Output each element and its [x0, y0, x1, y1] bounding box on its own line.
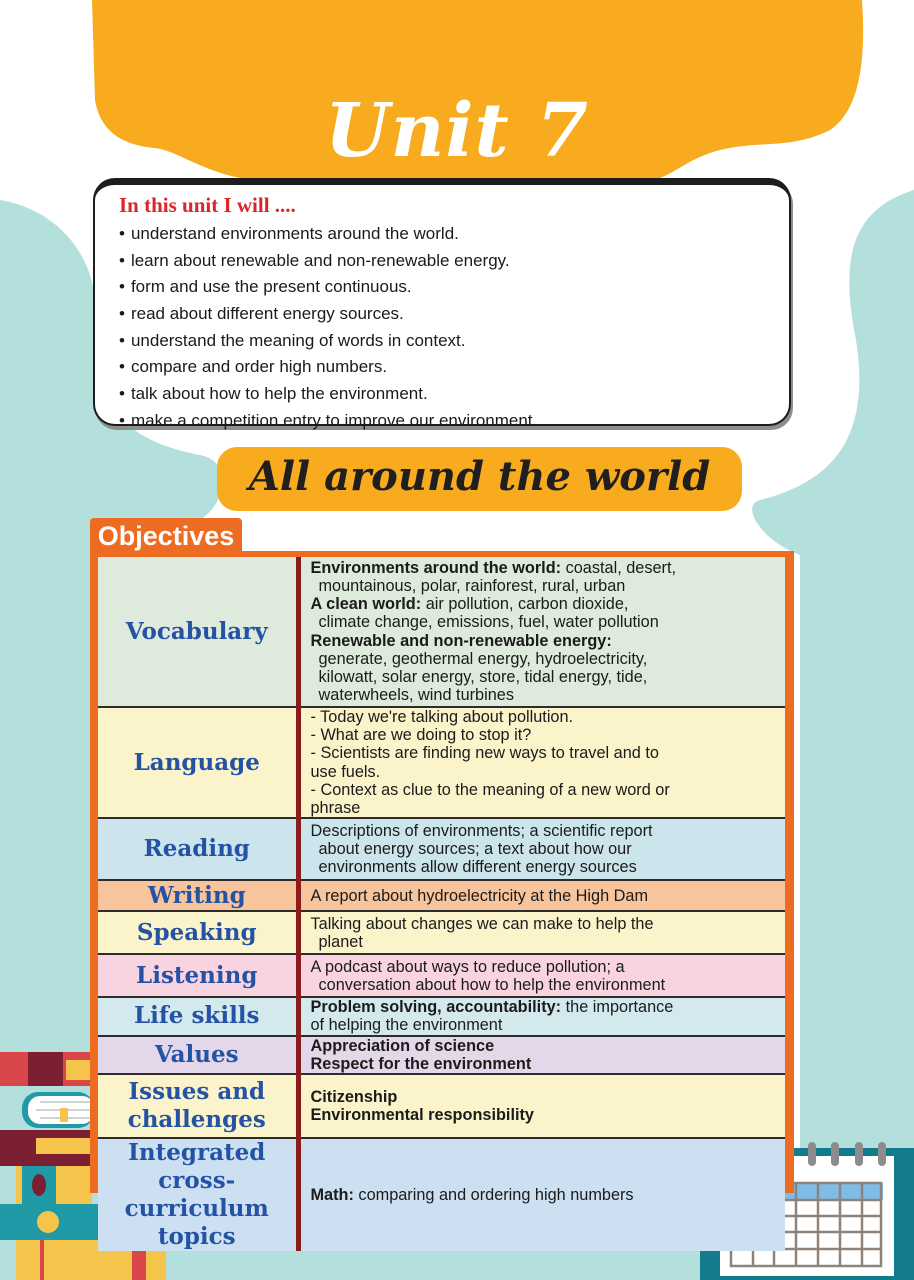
objective-content: [298, 818, 785, 880]
objective-line-bold: Respect for the environment: [310, 1054, 532, 1073]
objective-line: [311, 744, 780, 762]
objective-line: [311, 595, 780, 613]
objective-label: Speaking: [98, 911, 298, 954]
objective-content: [298, 1036, 785, 1074]
objective-line: [311, 822, 780, 840]
objective-line-text: comparing and ordering high numbers: [353, 1185, 634, 1204]
objectives-grid: [98, 557, 785, 1251]
objective-line-text: environments allow different energy sources: [318, 858, 637, 877]
intro-item: • compare and order high numbers.: [119, 354, 537, 381]
objective-content: [298, 880, 785, 911]
objective-line: [311, 708, 780, 726]
objective-line-text: Talking about changes we can make to help the: [310, 914, 654, 933]
objective-label: Listening: [98, 954, 298, 997]
objective-line-text: of helping the environment: [310, 1016, 503, 1035]
objective-content: [298, 557, 785, 707]
objective-line: [311, 1186, 780, 1204]
intro-item: • understand the meaning of words in context.: [119, 328, 537, 355]
objective-line: [311, 668, 780, 686]
objective-line: [311, 933, 780, 951]
intro-item: • learn about renewable and non-renewable energy.: [119, 248, 537, 275]
objective-row: [98, 707, 785, 818]
objective-label: Writing: [98, 880, 298, 911]
objective-content: [298, 911, 785, 954]
objective-line: [311, 559, 780, 577]
objective-line-text: - Scientists are finding new ways to travel and to: [310, 744, 659, 763]
objectives-table: [90, 551, 794, 1251]
objective-line: [311, 887, 780, 905]
objective-line-text: - What are we doing to stop it?: [310, 726, 532, 745]
objective-content: [298, 954, 785, 997]
objective-line-bold: Renewable and non-renewable energy:: [310, 631, 612, 650]
intro-item: • talk about how to help the environment.: [119, 381, 537, 408]
objective-line-text: mountainous, polar, rainforest, rural, urban: [318, 576, 626, 595]
objective-line: [311, 915, 780, 933]
objective-line-text: conversation about how to help the environment: [318, 975, 666, 994]
objective-line: [311, 958, 780, 976]
subtitle-banner: [217, 447, 742, 511]
objective-row: [98, 880, 785, 911]
objective-line-text: - Context as clue to the meaning of a new word or: [310, 780, 670, 799]
objective-label: Vocabulary: [98, 557, 298, 707]
objective-line-text: coastal, desert,: [561, 558, 677, 577]
objectives-tab: Objectives: [90, 518, 242, 554]
objective-line-bold: Appreciation of science: [310, 1036, 495, 1055]
intro-card: [93, 178, 791, 430]
objective-line: [311, 686, 780, 704]
objective-line: [311, 799, 780, 817]
objective-line-text: planet: [318, 932, 363, 951]
objective-line-text: phrase: [310, 799, 361, 818]
objective-line-text: A podcast about ways to reduce pollution; a: [310, 957, 625, 976]
objective-line: [311, 998, 780, 1016]
objective-line: [311, 1037, 780, 1055]
objective-row: [98, 818, 785, 880]
objective-line: [311, 1106, 780, 1124]
intro-box: [93, 178, 793, 428]
objective-line: [311, 858, 780, 876]
objective-line-text: the importance: [561, 998, 674, 1017]
objective-line-text: kilowatt, solar energy, store, tidal energy, tide,: [318, 667, 648, 686]
objective-line-text: climate change, emissions, fuel, water pollution: [318, 613, 659, 632]
objective-line-text: generate, geothermal energy, hydroelectricity,: [318, 649, 648, 668]
objective-content: [298, 997, 785, 1035]
intro-list: [119, 221, 537, 435]
intro-item: • read about different energy sources.: [119, 301, 537, 328]
objective-content: [298, 1074, 785, 1138]
objective-line-bold: Math:: [310, 1185, 354, 1204]
objective-line-text: air pollution, carbon dioxide,: [421, 595, 629, 614]
objective-label: Reading: [98, 818, 298, 880]
objective-row: [98, 557, 785, 707]
objective-line: [311, 840, 780, 858]
objective-content: [298, 707, 785, 818]
objective-line-text: - Today we're talking about pollution.: [310, 708, 574, 726]
objective-line-bold: Environments around the world:: [310, 558, 562, 577]
objective-line: [311, 781, 780, 799]
objective-line-text: use fuels.: [310, 762, 381, 781]
objective-line-text: about energy sources; a text about how our: [318, 840, 632, 859]
objective-line-text: Descriptions of environments; a scientific report: [310, 821, 653, 840]
objective-row: [98, 1074, 785, 1138]
intro-item: • understand environments around the world.: [119, 221, 537, 248]
subtitle-text: All around the world: [248, 453, 711, 500]
objective-line-text: waterwheels, wind turbines: [318, 686, 514, 705]
intro-item: • make a competition entry to improve our environment.: [119, 408, 537, 435]
objective-line-bold: Environmental responsibility: [310, 1106, 534, 1125]
objective-line-bold: Citizenship: [310, 1087, 398, 1106]
objective-label: Issues and challenges: [98, 1074, 298, 1138]
objective-line: [311, 577, 780, 595]
objective-row: [98, 911, 785, 954]
objective-row: [98, 954, 785, 997]
objective-line-bold: A clean world:: [310, 595, 422, 614]
objective-line: [311, 763, 780, 781]
objective-line: [311, 1016, 780, 1034]
objective-line: [311, 726, 780, 744]
objective-line: [311, 650, 780, 668]
objective-line: [311, 613, 780, 631]
objective-line: [311, 976, 780, 994]
objective-row: [98, 997, 785, 1035]
objective-row: [98, 1036, 785, 1074]
objective-label: Integrated cross-curriculum topics: [98, 1138, 298, 1251]
objective-row: [98, 1138, 785, 1251]
intro-heading: In this unit I will ....: [119, 193, 296, 217]
objective-line-text: A report about hydroelectricity at the High Dam: [310, 886, 649, 905]
objective-line-bold: Problem solving, accountability:: [310, 998, 562, 1017]
objective-line: [311, 632, 780, 650]
unit-title: Unit 7: [325, 88, 589, 174]
objective-label: Values: [98, 1036, 298, 1074]
objective-content: [298, 1138, 785, 1251]
intro-item: • form and use the present continuous.: [119, 274, 537, 301]
objective-line: [311, 1088, 780, 1106]
objective-line: [311, 1055, 780, 1073]
objective-label: Life skills: [98, 997, 298, 1035]
objective-label: Language: [98, 707, 298, 818]
